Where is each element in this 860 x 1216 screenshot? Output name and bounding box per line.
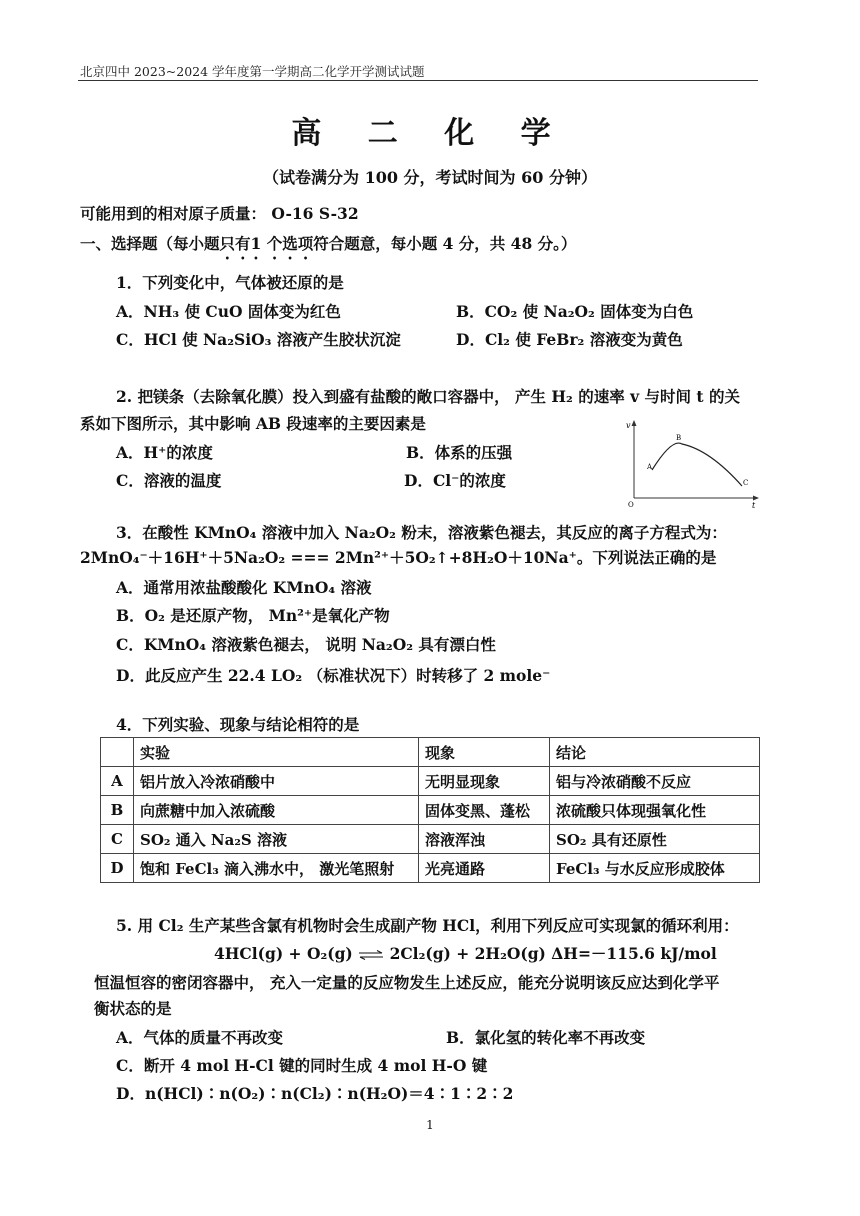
- table-cell: 无明显现象: [419, 767, 550, 796]
- table-header-cell: 现象: [419, 738, 550, 767]
- table-cell: A: [101, 767, 134, 796]
- q5-equation-left: 4HCl(g) + O₂(g): [214, 944, 353, 963]
- table-cell: C: [101, 825, 134, 854]
- table-row: [101, 767, 760, 796]
- graph-point-a: A: [647, 463, 653, 471]
- table-header-cell: [101, 738, 134, 767]
- graph-y-label: v: [626, 421, 631, 430]
- page-number: 1: [426, 1118, 434, 1132]
- table-cell: 溶液浑浊: [419, 825, 550, 854]
- table-cell: SO₂ 具有还原性: [550, 825, 760, 854]
- q1-stem: 1．下列变化中，气体被还原的是: [116, 273, 344, 292]
- graph-origin-label: O: [628, 501, 634, 509]
- q1-option-c: C．HCl 使 Na₂SiO₃ 溶液产生胶状沉淀: [116, 330, 401, 349]
- q1-option-a: A．NH₃ 使 CuO 固体变为红色: [116, 302, 341, 321]
- table-cell: D: [101, 854, 134, 883]
- table-cell: 铝片放入冷浓硝酸中: [134, 767, 419, 796]
- section-heading-emphasis: 只有1 个选项: [219, 234, 314, 253]
- graph-x-arrow: [753, 496, 759, 501]
- table-cell: 铝与冷浓硝酸不反应: [550, 767, 760, 796]
- q5-equation: [214, 942, 717, 964]
- table-header-cell: 结论: [550, 738, 760, 767]
- q2-option-b: B．体系的压强: [406, 443, 513, 462]
- q2-option-d: D．Cl⁻的浓度: [404, 471, 506, 490]
- graph-y-arrow: [632, 420, 637, 426]
- table-cell: 浓硫酸只体现强氧化性: [550, 796, 760, 825]
- q5-stem: 5. 用 Cl₂ 生产某些含氯有机物时会生成副产物 HCl，利用下列反应可实现氯的循环利用：: [116, 916, 739, 935]
- q3-stem-line1: 3．在酸性 KMnO₄ 溶液中加入 Na₂O₂ 粉末，溶液紫色褪去，其反应的离子方程式为：: [116, 523, 727, 542]
- q2-stem-line1: 2. 把镁条（去除氧化膜）投入到盛有盐酸的敞口容器中， 产生 H₂ 的速率 v 与时间 t 的关: [116, 387, 740, 406]
- section-heading-pre: 一、选择题（每小题: [80, 234, 220, 253]
- page-header: 北京四中 2023~2024 学年度第一学期高二化学开学测试试题: [80, 64, 425, 79]
- table-row: [101, 825, 760, 854]
- equilibrium-arrow-icon: [358, 950, 384, 960]
- q1-option-d: D．Cl₂ 使 FeBr₂ 溶液变为黄色: [456, 330, 683, 349]
- table-cell: FeCl₃ 与水反应形成胶体: [550, 854, 760, 883]
- table-row: [101, 854, 760, 883]
- q3-equation: 2MnO₄⁻＋16H⁺＋5Na₂O₂ === 2Mn²⁺＋5O₂↑+8H₂O＋10Na⁺。下列说法正确的是: [80, 548, 717, 567]
- rate-time-graph: [620, 418, 760, 510]
- table-row: [101, 796, 760, 825]
- q5-option-d: D．n(HCl)∶n(O₂)∶n(Cl₂)∶n(H₂O)＝4∶1∶2∶2: [116, 1084, 514, 1103]
- q3-option-c: C．KMnO₄ 溶液紫色褪去， 说明 Na₂O₂ 具有漂白性: [116, 635, 496, 654]
- exam-info: （试卷满分为 100 分，考试时间为 60 分钟）: [263, 168, 597, 187]
- atomic-mass-line: 可能用到的相对原子质量： O-16 S-32: [80, 204, 359, 223]
- section-heading: [80, 232, 576, 263]
- header-rule: [78, 80, 758, 81]
- q1-option-b: B．CO₂ 使 Na₂O₂ 固体变为白色: [456, 302, 694, 321]
- q2-option-c: C．溶液的温度: [116, 471, 222, 490]
- q5-stem-line3: 衡状态的是: [94, 999, 172, 1018]
- q5-option-c: C．断开 4 mol H-Cl 键的同时生成 4 mol H-O 键: [116, 1056, 488, 1075]
- table-header-cell: 实验: [134, 738, 419, 767]
- table-cell: 光亮通路: [419, 854, 550, 883]
- q3-option-d: D．此反应产生 22.4 LO₂ （标准状况下）时转移了 2 mole⁻: [116, 666, 551, 685]
- q5-stem-line2: 恒温恒容的密闭容器中， 充入一定量的反应物发生上述反应，能充分说明该反应达到化学平: [94, 973, 720, 992]
- section-heading-post: 符合题意，每小题 4 分，共 48 分。）: [313, 234, 577, 253]
- graph-point-c: C: [743, 479, 749, 487]
- q3-option-b: B．O₂ 是还原产物， Mn²⁺是氧化产物: [116, 606, 390, 625]
- table-cell: B: [101, 796, 134, 825]
- table-header-row: [101, 738, 760, 767]
- q5-option-a: A．气体的质量不再改变: [116, 1028, 284, 1047]
- page-title: 高 二 化 学: [291, 116, 569, 151]
- graph-point-b: B: [676, 434, 682, 442]
- rate-curve: [652, 443, 742, 486]
- q2-option-a: A．H⁺的浓度: [116, 443, 213, 462]
- q5-option-b: B．氯化氢的转化率不再改变: [446, 1028, 646, 1047]
- table-cell: 向蔗糖中加入浓硫酸: [134, 796, 419, 825]
- q2-stem-line2: 系如下图所示，其中影响 AB 段速率的主要因素是: [80, 414, 426, 433]
- q3-option-a: A．通常用浓盐酸酸化 KMnO₄ 溶液: [116, 578, 372, 597]
- table-cell: SO₂ 通入 Na₂S 溶液: [134, 825, 419, 854]
- q5-equation-right: 2Cl₂(g) + 2H₂O(g) ΔH=－115.6 kJ/mol: [389, 944, 717, 963]
- table-cell: 固体变黑、蓬松: [419, 796, 550, 825]
- q4-table: [100, 737, 760, 883]
- table-cell: 饱和 FeCl₃ 滴入沸水中， 激光笔照射: [134, 854, 419, 883]
- q4-stem: 4．下列实验、现象与结论相符的是: [116, 715, 360, 734]
- graph-x-label: t: [752, 501, 756, 510]
